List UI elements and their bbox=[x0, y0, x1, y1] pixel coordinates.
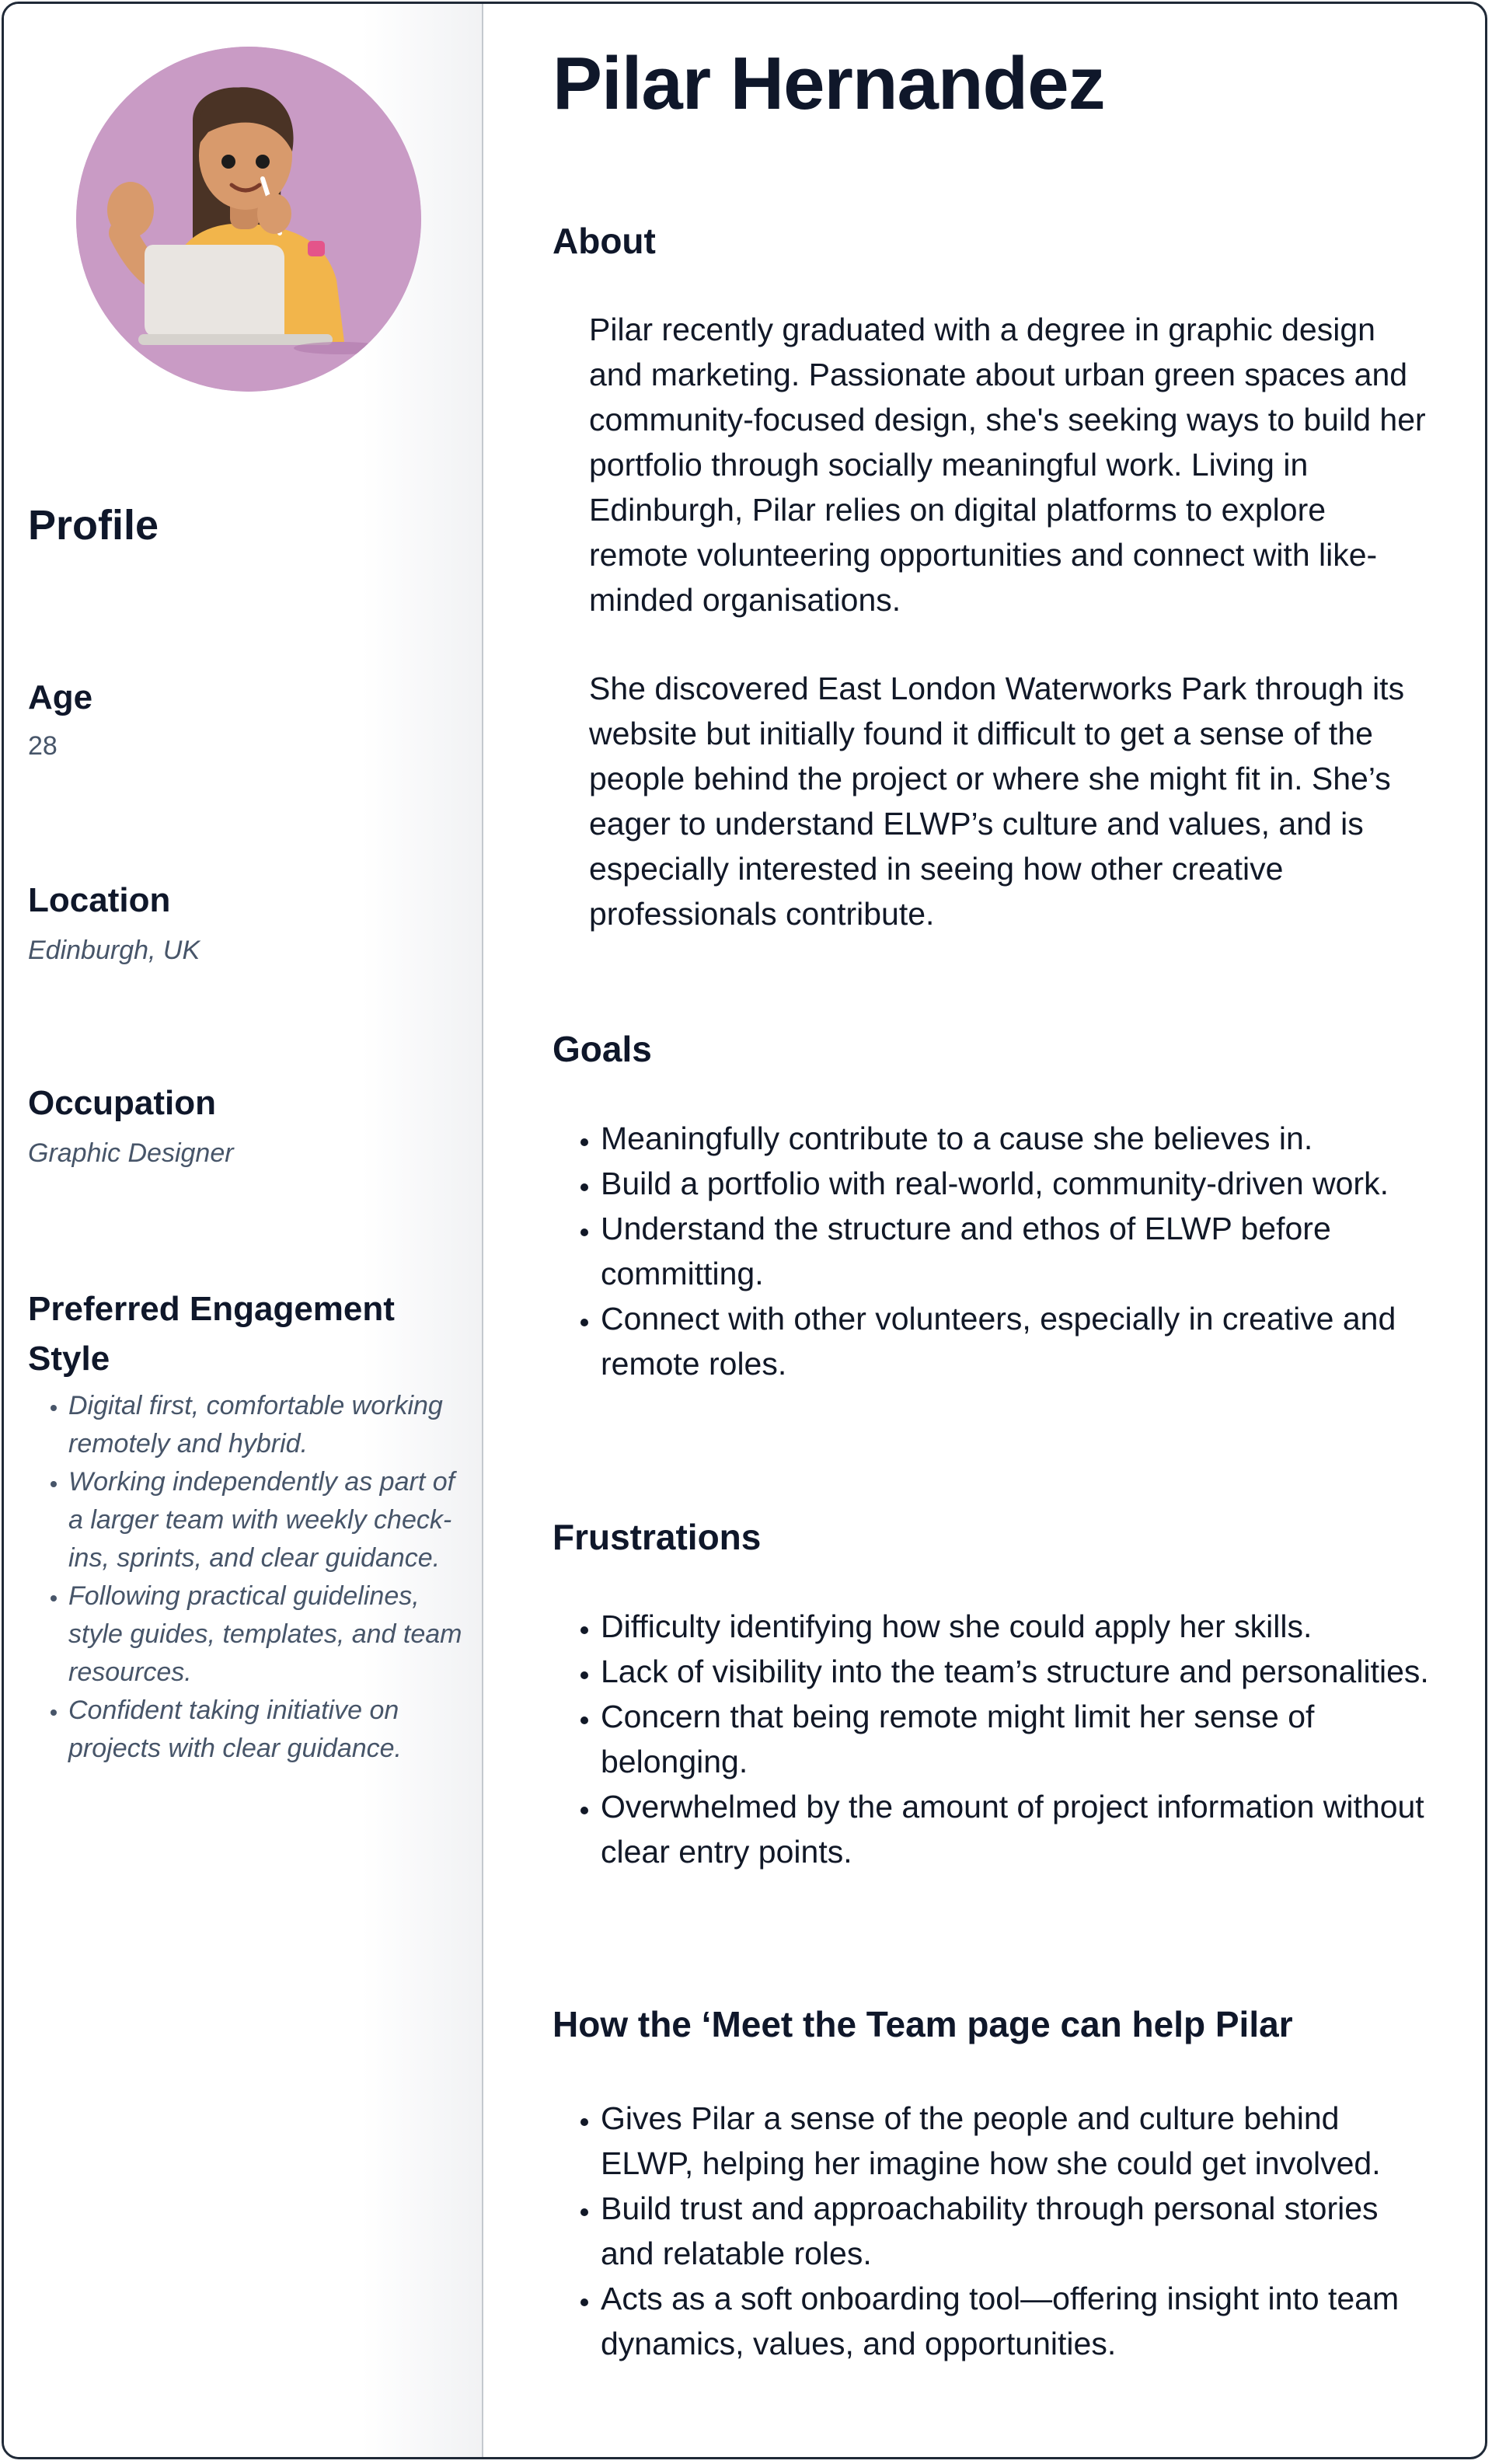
list-item: • Digital first, comfortable working remotely and hybrid. bbox=[68, 1387, 467, 1463]
list-item: • Meaningfully contribute to a cause she believes in. bbox=[601, 1116, 1438, 1161]
list-item: • Difficulty identifying how she could apply her skills. bbox=[601, 1604, 1438, 1649]
list-item: • Confident taking initiative on projects with clear guidance. bbox=[68, 1692, 467, 1768]
help-heading: How the ‘Meet the Team page can help Pilar bbox=[553, 2004, 1293, 2044]
age-label: Age bbox=[28, 678, 93, 716]
age-value: 28 bbox=[28, 731, 58, 761]
list-item: • Lack of visibility into the team’s structure and personalities. bbox=[601, 1649, 1438, 1694]
persona-card bbox=[2, 2, 1487, 2459]
list-item: • Overwhelmed by the amount of project information without clear entry points. bbox=[601, 1784, 1438, 1874]
engagement-style-list bbox=[28, 1387, 467, 1768]
help-list bbox=[553, 2096, 1438, 2366]
list-item: • Concern that being remote might limit her sense of belonging. bbox=[601, 1694, 1438, 1784]
list-item: • Gives Pilar a sense of the people and culture behind ELWP, helping her imagine how she could get involved. bbox=[601, 2096, 1438, 2186]
person-with-laptop-avatar-icon bbox=[76, 47, 421, 392]
list-item: • Understand the structure and ethos of ELWP before committing. bbox=[601, 1206, 1438, 1296]
engagement-style-label: Preferred Engagement Style bbox=[28, 1290, 395, 1378]
persona-details bbox=[483, 4, 1485, 2457]
list-item: • Acts as a soft onboarding tool—offering insight into team dynamics, values, and opportunities. bbox=[601, 2276, 1438, 2366]
frustrations-list bbox=[553, 1604, 1438, 1874]
list-item: • Following practical guidelines, style guides, templates, and team resources. bbox=[68, 1577, 467, 1692]
frustrations-heading: Frustrations bbox=[553, 1517, 762, 1557]
occupation-label: Occupation bbox=[28, 1084, 217, 1122]
list-item: • Connect with other volunteers, especially in creative and remote roles. bbox=[601, 1296, 1438, 1386]
goals-heading: Goals bbox=[553, 1029, 652, 1069]
profile-sidebar bbox=[4, 4, 483, 2457]
persona-name: Pilar Hernandez bbox=[553, 42, 1105, 125]
about-paragraph: She discovered East London Waterworks Park through its website but initially found it difficult to get a sense of the people behind the project or where she might fit in. She’s eager to understand ELWP’s culture and values, and is especially interested in seeing how other creative professionals contribute. bbox=[589, 671, 1405, 932]
list-item: • Working independently as part of a larger team with weekly check-ins, sprints, and clear guidance. bbox=[68, 1463, 467, 1577]
occupation-value: Graphic Designer bbox=[28, 1138, 234, 1168]
list-item: • Build a portfolio with real-world, community-driven work. bbox=[601, 1161, 1438, 1206]
list-item: • Build trust and approachability through personal stories and relatable roles. bbox=[601, 2186, 1438, 2276]
about-heading: About bbox=[553, 221, 656, 261]
location-value: Edinburgh, UK bbox=[28, 936, 200, 965]
profile-heading: Profile bbox=[28, 502, 159, 549]
goals-list bbox=[553, 1116, 1438, 1386]
about-paragraph: Pilar recently graduated with a degree in graphic design and marketing. Passionate about urban green spaces and community-focused design, she's seeking ways to build her portfolio through socially meaningful work. Living in Edinburgh, Pilar relies on digital platforms to explore remote volunteering opportunities and connect with like-minded organisations. bbox=[589, 312, 1426, 618]
location-label: Location bbox=[28, 881, 171, 919]
